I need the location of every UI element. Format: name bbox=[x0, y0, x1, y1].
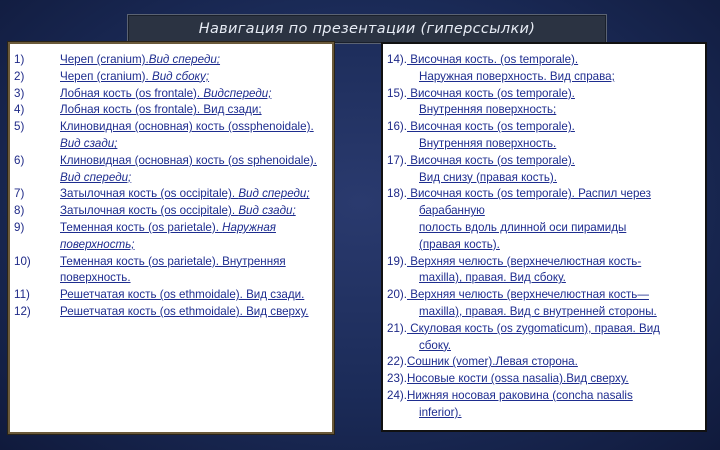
slide-link-text: Теменная кость (os parietale). Внутренняя поверхность. bbox=[60, 254, 286, 285]
slide-link-text: Лобная кость (os frontale). Вид сзади; bbox=[60, 103, 262, 117]
slide-link[interactable] bbox=[60, 87, 271, 100]
slide-link[interactable] bbox=[60, 305, 309, 318]
slide-link-continuation[interactable]: maxilla), правая. Вид с внутренней стороны. bbox=[419, 304, 657, 318]
nav-item-number: 1) bbox=[14, 53, 25, 66]
left-navigation-panel bbox=[8, 42, 334, 434]
nav-item-11 bbox=[10, 287, 332, 304]
slide-link-text: Теменная кость (os parietale). bbox=[60, 220, 223, 234]
slide-link-continuation[interactable]: (правая кость). bbox=[419, 237, 500, 251]
nav-item-6 bbox=[10, 153, 332, 187]
nav-item-right-1 bbox=[383, 52, 705, 86]
slide-link[interactable]: Височная кость (os temporale). bbox=[406, 86, 575, 100]
slide-link-view: Видспереди; bbox=[203, 86, 272, 100]
slide-link-continuation[interactable]: полость вдоль длинной оси пирамиды bbox=[419, 220, 627, 234]
nav-item-right-4 bbox=[383, 153, 705, 187]
slide-link[interactable]: Верхняя челюсть (верхнечелюстная кость— bbox=[406, 288, 649, 302]
nav-item-right-5 bbox=[383, 186, 705, 220]
slide-link-text: Затылочная кость (os occipitale). bbox=[60, 187, 239, 201]
nav-item-number: 22). bbox=[387, 355, 407, 369]
nav-item-number: 19). bbox=[387, 254, 407, 268]
nav-item-number: 20). bbox=[387, 288, 407, 302]
slide-link-continuation[interactable]: inferior). bbox=[419, 405, 462, 419]
nav-item-number: 11) bbox=[14, 288, 30, 302]
slide-link[interactable] bbox=[60, 255, 286, 285]
slide-link[interactable]: Височная кость (os temporale). bbox=[406, 120, 575, 134]
slide-link[interactable] bbox=[60, 70, 209, 83]
slide-link-continuation[interactable]: Внутренняя поверхность. bbox=[419, 136, 557, 150]
nav-item-right-13 bbox=[383, 388, 705, 422]
nav-item-number: 7) bbox=[14, 187, 25, 201]
slide-link-text: Череп (cranium). bbox=[60, 53, 149, 66]
slide-link[interactable]: Носовые кости (ossa nasalia).Вид сверху. bbox=[406, 372, 629, 386]
slide-link-view: Вид спереди; bbox=[148, 53, 221, 66]
nav-item-5 bbox=[10, 119, 332, 153]
slide-link-view: Вид сзади; bbox=[60, 136, 118, 150]
nav-item-number: 12) bbox=[14, 304, 31, 318]
page-title: Навигация по презентации (гиперссылки) bbox=[198, 21, 536, 37]
right-navigation-panel bbox=[381, 42, 707, 432]
nav-item-right-8 bbox=[383, 254, 705, 288]
slide-link-view: Наружная поверхность; bbox=[60, 220, 276, 251]
nav-item-number: 4) bbox=[14, 103, 25, 117]
slide-link[interactable] bbox=[60, 187, 310, 200]
slide-link-text: Решетчатая кость (os ethmoidale). Вид сверху. bbox=[60, 304, 309, 318]
nav-item-right-6 bbox=[383, 220, 705, 237]
nav-item-right-9 bbox=[383, 287, 705, 321]
slide-link-text: Клиновидная (основная) кость (os sphenoidale). bbox=[60, 153, 317, 167]
slide-link[interactable]: Скуловая кость (os zygomaticum), правая. Вид bbox=[406, 321, 660, 335]
nav-item-number: 15). bbox=[387, 86, 407, 100]
nav-item-number: 17). bbox=[387, 153, 407, 167]
nav-item-number: 2) bbox=[14, 69, 25, 83]
nav-item-number: 14). bbox=[387, 53, 407, 66]
slide-link[interactable]: Височная кость. (os temporale). bbox=[406, 53, 579, 66]
nav-item-number: 10) bbox=[14, 254, 31, 268]
slide-link[interactable] bbox=[60, 288, 304, 301]
slide-link-continuation[interactable]: Наружная поверхность. Вид справа; bbox=[419, 69, 615, 83]
nav-item-right-11 bbox=[383, 354, 705, 371]
slide-link-continuation[interactable]: барабанную bbox=[419, 204, 485, 218]
nav-item-4 bbox=[10, 102, 332, 119]
slide-link[interactable]: Нижняя носовая раковина (concha nasalis bbox=[406, 388, 633, 402]
slide-link[interactable] bbox=[60, 154, 317, 184]
slide-link-continuation[interactable]: maxilla), правая. Вид сбоку. bbox=[419, 271, 566, 285]
left-link-list bbox=[10, 52, 332, 321]
nav-item-10 bbox=[10, 254, 332, 288]
slide-link-text: Решетчатая кость (os ethmoidale). Вид сзади. bbox=[60, 288, 305, 302]
slide-link[interactable] bbox=[60, 53, 220, 66]
nav-item-number: 24). bbox=[387, 388, 407, 402]
slide-link[interactable] bbox=[60, 204, 296, 217]
title-bar bbox=[127, 14, 607, 44]
slide-link-view: Вид спереди; bbox=[60, 170, 132, 184]
slide-link[interactable]: Височная кость (os temporale). bbox=[406, 153, 575, 167]
nav-item-9 bbox=[10, 220, 332, 254]
slide-link-continuation[interactable]: Вид снизу (правая кость). bbox=[419, 170, 557, 184]
slide-link-text: Череп (cranium). bbox=[60, 69, 152, 83]
nav-item-3 bbox=[10, 86, 332, 103]
nav-item-12 bbox=[10, 304, 332, 321]
slide-link-text: Затылочная кость (os occipitale). bbox=[60, 204, 239, 218]
nav-item-1 bbox=[10, 52, 332, 69]
slide-link-view: Вид сбоку; bbox=[151, 69, 210, 83]
right-link-list bbox=[383, 52, 705, 422]
nav-item-number: 3) bbox=[14, 86, 25, 100]
slide-link[interactable]: Височная кость (os temporale). Распил через bbox=[406, 187, 651, 201]
nav-item-number: 9) bbox=[14, 220, 25, 234]
slide-link[interactable] bbox=[60, 103, 262, 116]
slide-link[interactable]: Сошник (vomer).Левая сторона. bbox=[406, 355, 578, 369]
nav-item-number: 21). bbox=[387, 321, 407, 335]
slide-link[interactable] bbox=[60, 120, 314, 150]
nav-item-2 bbox=[10, 69, 332, 86]
nav-item-number: 18). bbox=[387, 187, 407, 201]
nav-item-8 bbox=[10, 203, 332, 220]
nav-item-right-3 bbox=[383, 119, 705, 153]
nav-item-number: 6) bbox=[14, 153, 25, 167]
slide-link-view: Вид спереди; bbox=[238, 187, 310, 201]
nav-item-right-2 bbox=[383, 86, 705, 120]
slide-link-view: Вид сзади; bbox=[238, 204, 296, 218]
slide-link-continuation[interactable]: Внутренняя поверхность; bbox=[419, 103, 557, 117]
nav-item-right-7 bbox=[383, 237, 705, 254]
nav-item-number: 16). bbox=[387, 120, 407, 134]
nav-item-right-12 bbox=[383, 371, 705, 388]
slide-link[interactable]: Верхняя челюсть (верхнечелюстная кость- bbox=[406, 254, 642, 268]
nav-item-number: 5) bbox=[14, 120, 25, 134]
slide-link-text: Клиновидная (основная) кость (ossphenoidale). bbox=[60, 120, 314, 134]
nav-item-number: 8) bbox=[14, 204, 25, 218]
slide-link-text: Лобная кость (os frontale). bbox=[60, 86, 204, 100]
slide-link-continuation[interactable]: сбоку. bbox=[419, 338, 451, 352]
nav-item-number: 23). bbox=[387, 372, 407, 386]
slide-link[interactable] bbox=[60, 221, 276, 251]
nav-item-7 bbox=[10, 186, 332, 203]
nav-item-right-10 bbox=[383, 321, 705, 355]
